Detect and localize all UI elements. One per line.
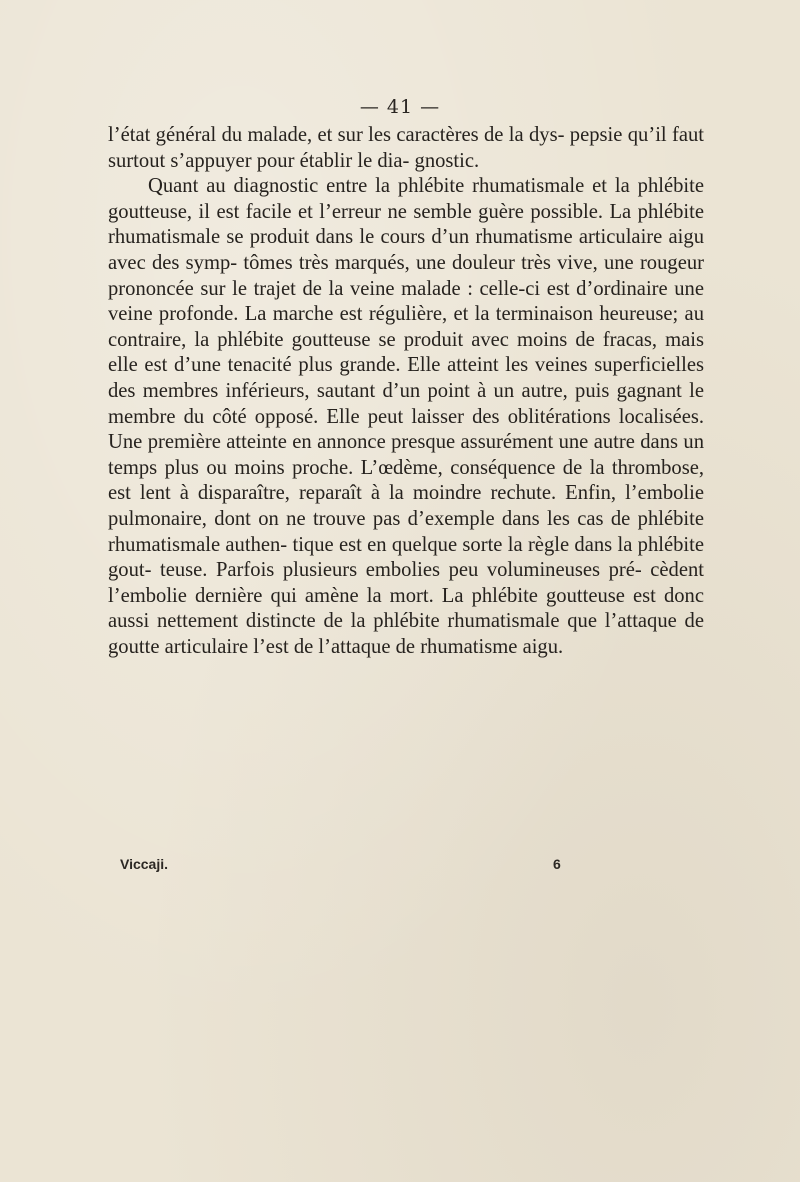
page-number: — 41 — xyxy=(359,96,441,118)
paragraph-1: l’état général du malade, et sur les caractères de la dys- pepsie qu’il faut surtout s’appuyer pour établir le dia- gnostic. xyxy=(108,124,704,172)
page-body xyxy=(108,123,704,660)
printer-signature: Viccaji. xyxy=(120,856,169,872)
paragraph-2: Quant au diagnostic entre la phlébite rhumatismale et la phlébite goutteuse, il est facile et l’erreur ne semble guère possible. La phlébite rhumatismale se produit dans le cours d’un rhumatisme articulaire aigu avec des symp- tômes très marqués, une douleur très vive, une rougeur prononcée sur le trajet de la veine malade : celle-ci est d’ordinaire une veine profonde. La marche est régulière, et la terminaison heureuse; au contraire, la phlébite goutteuse se produit avec moins de fracas, mais elle est d’une tenacité plus grande. Elle atteint les veines superficielles des membres inférieurs, sautant d’un point à un autre, puis gagnant le membre du côté opposé. Elle peut laisser des oblitérations localisées. Une première atteinte en annonce presque assurément une autre dans un temps plus ou moins proche. L’œdème, conséquence de la thrombose, est lent à disparaître, reparaît à la moindre rechute. Enfin, l’embolie pulmonaire, dont on ne trouve pas d’exemple dans les cas de phlébite rhumatismale authen- tique est en quelque sorte la règle dans la phlébite gout- teuse. Parfois plusieurs embolies peu volumineuses pré- cèdent l’embolie dernière qui amène la mort. La phlébite goutteuse est donc aussi nettement distincte de la phlébite rhumatismale que l’attaque de goutte articulaire l’est de l’attaque de rhumatisme aigu. xyxy=(108,175,704,658)
page-footer xyxy=(0,856,800,876)
sheet-number: 6 xyxy=(553,856,561,872)
